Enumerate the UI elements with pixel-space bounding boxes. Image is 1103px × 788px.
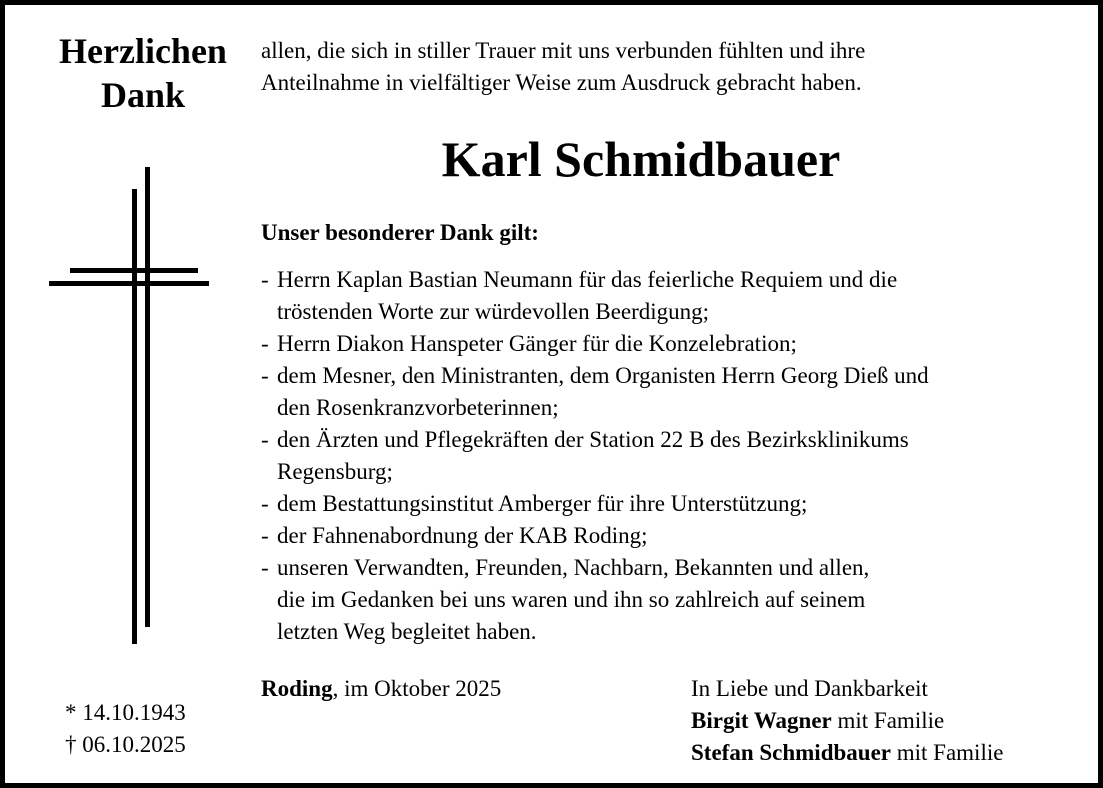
place-town: Roding [261,676,333,701]
thanks-item-line: die im Gedanken bei uns waren und ihn so zahlreich auf seinem [277,587,866,612]
life-dates [65,697,186,761]
signoff-intro: In Liebe und Dankbarkeit [691,676,928,701]
thanks-item [261,360,1081,424]
place-and-date [261,673,501,705]
list-dash: - [261,331,269,356]
thanks-item-line: dem Mesner, den Ministranten, dem Organisten Herrn Georg Dieß und [277,363,929,388]
list-dash: - [261,555,269,580]
thanks-item-line: den Rosenkranzvorbeterinnen; [277,395,559,420]
cross-vertical-right-bar [132,189,137,644]
heading-line-1: Herzlichen [59,31,227,71]
heading-line-2: Dank [100,75,186,115]
intro-text [261,35,1081,99]
intro-line: allen, die sich in stiller Trauer mit uns verbunden fühlten und ihre [261,38,866,63]
thanks-list [261,264,1081,648]
thanks-item-line: letzten Weg begleitet haben. [277,619,537,644]
intro-line: Anteilnahme in vielfältiger Weise zum Ausdruck gebracht haben. [261,70,862,95]
list-dash: - [261,267,269,292]
thanks-item-line: der Fahnenabordnung der KAB Roding; [277,523,648,548]
signoff [691,673,1003,769]
signer-suffix: mit Familie [891,740,1004,765]
thanks-item [261,552,1081,648]
cross-horizontal-lower-bar [49,281,209,286]
thanks-item-line: Herrn Kaplan Bastian Neumann für das feierliche Requiem und die [277,267,898,292]
death-date: † 06.10.2025 [65,732,186,757]
list-dash: - [261,491,269,516]
list-dash: - [261,427,269,452]
list-dash: - [261,363,269,388]
thanks-item [261,424,1081,488]
heading-herzlichen-dank [41,29,245,117]
thanks-item-line: unseren Verwandten, Freunden, Nachbarn, Bekannten und allen, [277,555,870,580]
special-thanks-heading: Unser besonderer Dank gilt: [261,220,539,245]
cross-vertical-left-bar [145,167,150,627]
thanks-item [261,488,1081,520]
thanks-item [261,264,1081,328]
thanks-item [261,520,1081,552]
cross-horizontal-upper-bar [70,268,198,273]
signer-suffix: mit Familie [831,708,945,733]
signer-name: Stefan Schmidbauer [691,740,891,765]
thanks-item-line: dem Bestattungsinstitut Amberger für ihre Unterstützung; [277,491,808,516]
thanks-item-line: tröstenden Worte zur würdevollen Beerdigung; [277,299,710,324]
thanks-item [261,328,1081,360]
cross-icon [45,165,215,649]
deceased-name: Karl Schmidbauer [441,131,841,187]
signer [691,737,1003,769]
thanks-item-line: Herrn Diakon Hanspeter Gänger für die Konzelebration; [277,331,797,356]
thanks-item-line: Regensburg; [277,459,393,484]
birth-date: * 14.10.1943 [65,700,186,725]
signer [691,705,1003,737]
place-date: , im Oktober 2025 [332,676,502,701]
signer-name: Birgit Wagner [691,708,832,733]
list-dash: - [261,523,269,548]
thanks-item-line: den Ärzten und Pflegekräften der Station 22 B des Bezirksklinikums [277,427,909,452]
